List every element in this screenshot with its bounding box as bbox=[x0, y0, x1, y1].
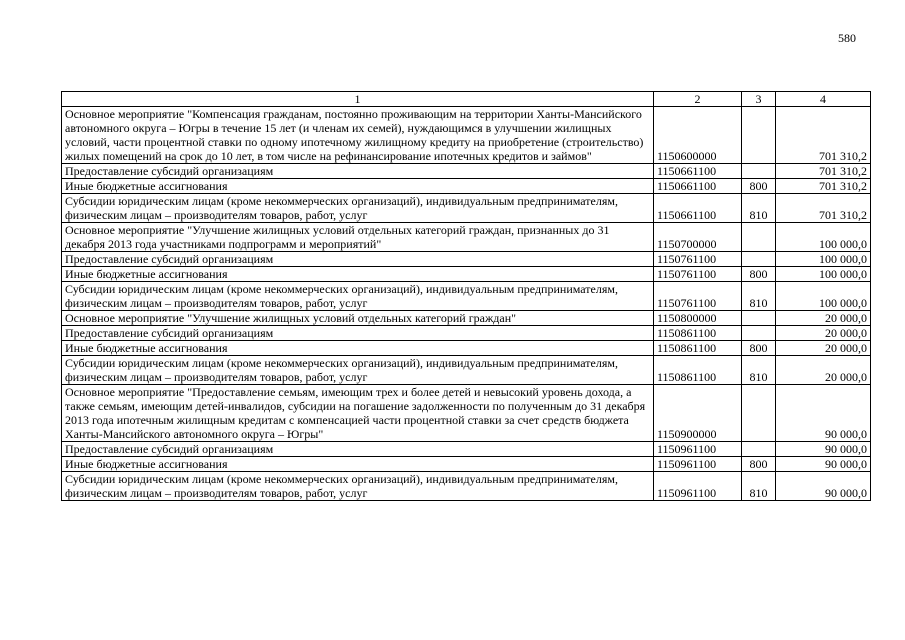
row-sum-cell: 90 000,0 bbox=[776, 442, 871, 457]
row-code-cell: 1150961100 bbox=[654, 442, 742, 457]
row-type-cell bbox=[742, 326, 776, 341]
table-row bbox=[62, 164, 871, 179]
row-type-cell bbox=[742, 252, 776, 267]
row-type-cell: 800 bbox=[742, 457, 776, 472]
row-type-cell: 810 bbox=[742, 356, 776, 385]
row-sum-cell: 100 000,0 bbox=[776, 282, 871, 311]
table-row bbox=[62, 311, 871, 326]
table-row bbox=[62, 107, 871, 164]
row-sum-cell: 701 310,2 bbox=[776, 179, 871, 194]
row-sum-cell: 90 000,0 bbox=[776, 472, 871, 501]
row-name-cell: Основное мероприятие "Предоставление семьям, имеющим трех и более детей и невысокий уровень дохода, а также семьям, имеющим детей-инвалидов, субсидии на погашение задолженности по полученным до 31 декабря 2013 года ипотечным жилищным кредитам с компенсацией части процентной ставки за счет средств бюджета Ханты-Мансийского автономного округа – Югры" bbox=[62, 385, 654, 442]
header-col-3: 3 bbox=[742, 92, 776, 107]
table-body bbox=[62, 107, 871, 501]
table-header-row bbox=[62, 92, 871, 107]
row-type-cell bbox=[742, 107, 776, 164]
row-name-cell: Основное мероприятие "Улучшение жилищных условий отдельных категорий граждан" bbox=[62, 311, 654, 326]
row-sum-cell: 20 000,0 bbox=[776, 341, 871, 356]
row-name-cell: Предоставление субсидий организациям bbox=[62, 442, 654, 457]
row-type-cell: 800 bbox=[742, 267, 776, 282]
table-row bbox=[62, 282, 871, 311]
row-type-cell: 810 bbox=[742, 194, 776, 223]
row-type-cell: 800 bbox=[742, 179, 776, 194]
page-number: 580 bbox=[838, 31, 856, 45]
row-code-cell: 1150861100 bbox=[654, 356, 742, 385]
table-row bbox=[62, 223, 871, 252]
row-code-cell: 1150600000 bbox=[654, 107, 742, 164]
row-code-cell: 1150761100 bbox=[654, 267, 742, 282]
row-sum-cell: 20 000,0 bbox=[776, 356, 871, 385]
row-code-cell: 1150900000 bbox=[654, 385, 742, 442]
row-type-cell: 800 bbox=[742, 341, 776, 356]
row-sum-cell: 100 000,0 bbox=[776, 252, 871, 267]
row-code-cell: 1150861100 bbox=[654, 326, 742, 341]
row-name-cell: Субсидии юридическим лицам (кроме некоммерческих организаций), индивидуальным предпринимателям, физическим лицам – производителям товаров, работ, услуг bbox=[62, 472, 654, 501]
row-name-cell: Иные бюджетные ассигнования bbox=[62, 267, 654, 282]
row-sum-cell: 100 000,0 bbox=[776, 267, 871, 282]
row-sum-cell: 701 310,2 bbox=[776, 194, 871, 223]
row-code-cell: 1150761100 bbox=[654, 252, 742, 267]
row-code-cell: 1150861100 bbox=[654, 341, 742, 356]
row-name-cell: Основное мероприятие "Улучшение жилищных условий отдельных категорий граждан, признанных до 31 декабря 2013 года участниками подпрограмм и мероприятий" bbox=[62, 223, 654, 252]
table-row bbox=[62, 194, 871, 223]
row-name-cell: Основное мероприятие "Компенсация гражданам, постоянно проживающим на территории Ханты-Мансийского автономного округа – Югры в течение 15 лет (и членам их семей), нуждающимся в улучшении жилищных условий, части процентной ставки по одному ипотечному жилищному кредиту на приобретение (строительство) жилых помещений на срок до 10 лет, в том числе на рефинансирование ипотечных кредитов и займов" bbox=[62, 107, 654, 164]
row-sum-cell: 90 000,0 bbox=[776, 457, 871, 472]
row-sum-cell: 90 000,0 bbox=[776, 385, 871, 442]
table-row bbox=[62, 385, 871, 442]
table-row bbox=[62, 267, 871, 282]
table-row bbox=[62, 341, 871, 356]
row-type-cell bbox=[742, 385, 776, 442]
row-code-cell: 1150661100 bbox=[654, 194, 742, 223]
row-name-cell: Предоставление субсидий организациям bbox=[62, 326, 654, 341]
row-code-cell: 1150700000 bbox=[654, 223, 742, 252]
row-name-cell: Субсидии юридическим лицам (кроме некоммерческих организаций), индивидуальным предпринимателям, физическим лицам – производителям товаров, работ, услуг bbox=[62, 194, 654, 223]
row-sum-cell: 100 000,0 bbox=[776, 223, 871, 252]
row-name-cell: Иные бюджетные ассигнования bbox=[62, 457, 654, 472]
header-col-4: 4 bbox=[776, 92, 871, 107]
row-type-cell bbox=[742, 442, 776, 457]
row-name-cell: Предоставление субсидий организациям bbox=[62, 252, 654, 267]
budget-table bbox=[61, 91, 871, 501]
table-row bbox=[62, 179, 871, 194]
row-code-cell: 1150661100 bbox=[654, 179, 742, 194]
row-name-cell: Субсидии юридическим лицам (кроме некоммерческих организаций), индивидуальным предпринимателям, физическим лицам – производителям товаров, работ, услуг bbox=[62, 282, 654, 311]
row-name-cell: Субсидии юридическим лицам (кроме некоммерческих организаций), индивидуальным предпринимателям, физическим лицам – производителям товаров, работ, услуг bbox=[62, 356, 654, 385]
row-sum-cell: 20 000,0 bbox=[776, 326, 871, 341]
row-type-cell bbox=[742, 164, 776, 179]
row-sum-cell: 701 310,2 bbox=[776, 107, 871, 164]
row-type-cell bbox=[742, 223, 776, 252]
row-code-cell: 1150761100 bbox=[654, 282, 742, 311]
row-sum-cell: 20 000,0 bbox=[776, 311, 871, 326]
header-col-2: 2 bbox=[654, 92, 742, 107]
row-code-cell: 1150661100 bbox=[654, 164, 742, 179]
table-row bbox=[62, 472, 871, 501]
row-type-cell: 810 bbox=[742, 282, 776, 311]
header-col-1: 1 bbox=[62, 92, 654, 107]
row-type-cell: 810 bbox=[742, 472, 776, 501]
table-row bbox=[62, 442, 871, 457]
table-row bbox=[62, 457, 871, 472]
table-row bbox=[62, 252, 871, 267]
table-row bbox=[62, 356, 871, 385]
row-code-cell: 1150961100 bbox=[654, 457, 742, 472]
row-type-cell bbox=[742, 311, 776, 326]
row-code-cell: 1150961100 bbox=[654, 472, 742, 501]
row-name-cell: Иные бюджетные ассигнования bbox=[62, 179, 654, 194]
row-sum-cell: 701 310,2 bbox=[776, 164, 871, 179]
row-name-cell: Иные бюджетные ассигнования bbox=[62, 341, 654, 356]
row-code-cell: 1150800000 bbox=[654, 311, 742, 326]
table-row bbox=[62, 326, 871, 341]
row-name-cell: Предоставление субсидий организациям bbox=[62, 164, 654, 179]
